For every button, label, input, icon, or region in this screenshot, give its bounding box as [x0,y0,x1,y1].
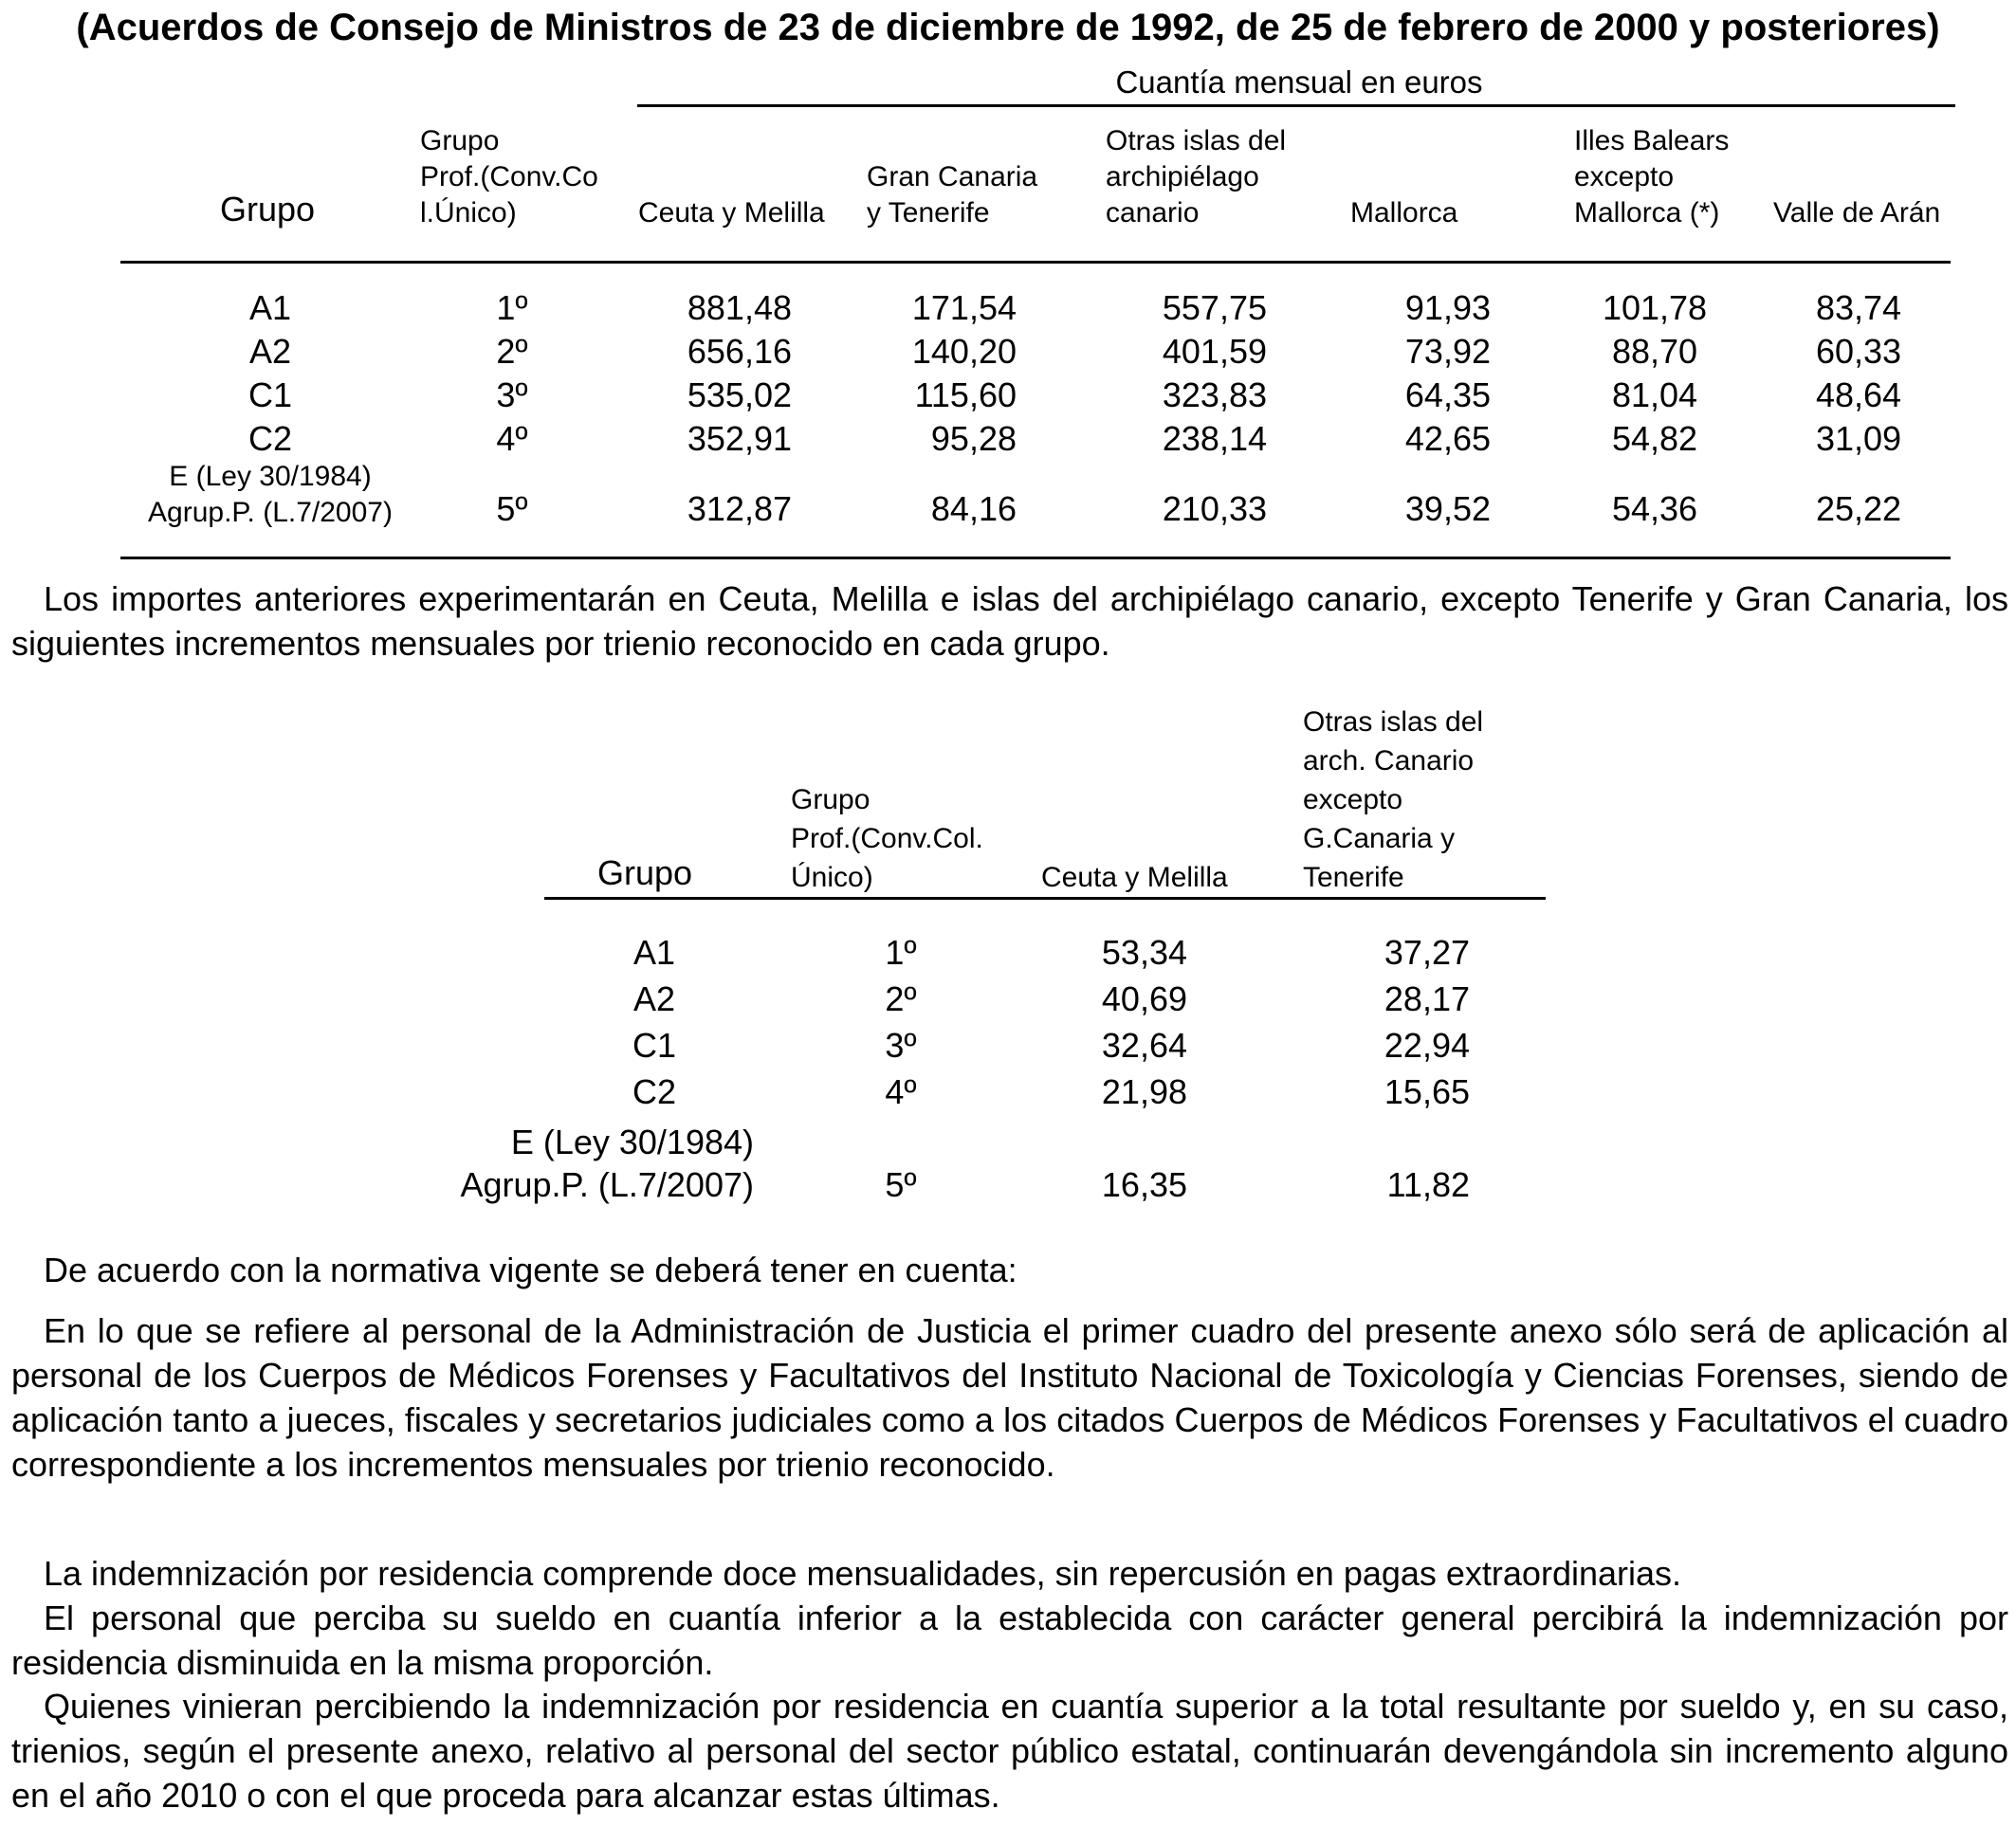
table-2-cell-ceuta: 21,98 [1101,1072,1187,1111]
table-1-cell-baleares: 81,04 [1611,375,1698,414]
table-1-bottom-rule [120,557,1951,559]
table-2-cell-grupo: E (Ley 30/1984) Agrup.P. (L.7/2007) [460,1123,754,1204]
table-2-cell-otras-islas: 15,65 [1384,1072,1470,1111]
table-1-cell-mallorca: 73,92 [1404,332,1491,371]
table-2-cell-prof: 4º [885,1072,917,1111]
table-2-cell-ceuta: 40,69 [1101,979,1187,1018]
table-1-header-grupo: Grupo [220,190,316,228]
table-1-cell-grupo: C1 [247,375,293,414]
table-1-cell-gran-canaria: 171,54 [911,288,1017,327]
table-2-header-grupo-prof: Grupo Prof.(Conv.Col. Único) [791,784,983,893]
table-2-cell-grupo: A1 [632,933,676,972]
table-1-cell-mallorca: 42,65 [1404,419,1491,458]
table-1-cell-prof: 5º [496,489,528,528]
table-1-cell-ceuta: 352,91 [687,419,792,458]
table-1-cell-prof: 4º [496,419,528,458]
paragraph-trienios-intro: Los importes anteriores experimentarán en Ceuta, Melilla e islas del archipiélago canario, excepto Tenerife y Gran Canaria, los siguientes incrementos mensuales por trienio reconocido en cada grupo. [11,579,2008,663]
table-1-cell-otras-islas: 323,83 [1162,375,1267,414]
table-2-cell-prof: 1º [885,933,917,972]
table-2-cell-ceuta: 53,34 [1101,933,1187,972]
table-1-header-baleares: Illes Balears excepto Mallorca (*) [1574,125,1730,228]
table-1-cell-prof: 2º [496,332,528,371]
table-1-cell-gran-canaria: 140,20 [911,332,1017,371]
table-1-cell-valle-aran: 60,33 [1815,332,1902,371]
table-1-cell-baleares: 101,78 [1602,288,1708,327]
table-2-cell-prof: 2º [885,979,917,1018]
table-1-cell-grupo: C2 [247,419,293,458]
table-1-cell-ceuta: 656,16 [687,332,792,371]
paragraph-justicia: En lo que se refiere al personal de la Administración de Justicia el primer cuadro del presente anexo sólo será de aplicación al personal de los Cuerpos de Médicos Forenses y Facultativos del Instituto Nacional de Toxicología y Ciencias Forenses, siendo de aplicación tanto a jueces, fiscales y secretarios judiciales como a los citados Cuerpos de Médicos Forenses y Facultativos el cuadro correspondiente a los incrementos mensuales por trienio reconocido. [11,1311,2008,1484]
table-1-cell-mallorca: 39,52 [1404,489,1491,528]
table-1-cell-valle-aran: 25,22 [1815,489,1902,528]
table-1-cell-otras-islas: 401,59 [1162,332,1267,371]
table-2-header-grupo: Grupo [597,853,693,892]
table-1-cell-ceuta: 312,87 [687,489,792,528]
table-1-cell-mallorca: 64,35 [1404,375,1491,414]
table-1-supertitle: Cuantía mensual en euros [1115,64,1483,100]
table-1-cell-ceuta: 535,02 [687,375,792,414]
table-1-cell-valle-aran: 48,64 [1815,375,1902,414]
table-1-cell-grupo: A1 [248,288,292,327]
table-1-cell-gran-canaria: 95,28 [930,419,1017,458]
table-2-cell-prof: 3º [885,1026,917,1065]
table-1-cell-valle-aran: 31,09 [1815,419,1902,458]
paragraph-cuantia-superior: Quienes vinieran percibiendo la indemnización por residencia en cuantía superior a la total resultante por sueldo y, en su caso, trienios, según el presente anexo, relativo al personal del sector público estatal, continuarán devengándola sin incremento alguno en el año 2010 o con el que proceda para alcanzar estas últimas. [11,1687,2008,1815]
table-2-cell-otras-islas: 11,82 [1386,1165,1470,1204]
table-2-header-ceuta: Ceuta y Melilla [1041,862,1228,893]
table-1-supertitle-rule [637,104,1955,107]
table-2-cell-grupo: A2 [632,979,676,1018]
table-1-header-otras-islas: Otras islas del archipiélago canario [1106,125,1287,228]
table-1-cell-prof: 1º [496,288,528,327]
table-1-cell-ceuta: 881,48 [687,288,792,327]
table-1-header-valle-aran: Valle de Arán [1773,197,1941,228]
table-1-header-gran-canaria: Gran Canaria y Tenerife [867,161,1038,228]
table-2-cell-otras-islas: 28,17 [1384,979,1470,1018]
paragraph-doce-mensualidades: La indemnización por residencia comprende doce mensualidades, sin repercusión en pagas extraordinarias. [44,1554,1682,1593]
table-2-cell-ceuta: 32,64 [1101,1026,1187,1065]
table-1-cell-grupo: E (Ley 30/1984) Agrup.P. (L.7/2007) [148,461,393,528]
table-1-cell-grupo: A2 [248,332,292,371]
table-1-cell-otras-islas: 557,75 [1162,288,1267,327]
paragraph-sueldo-inferior: El personal que perciba su sueldo en cuantía inferior a la establecida con carácter general percibirá la indemnización por residencia disminuida en la misma proporción. [11,1599,2008,1682]
table-1-cell-baleares: 54,82 [1611,419,1698,458]
table-1-cell-baleares: 54,36 [1611,489,1698,528]
table-1-cell-gran-canaria: 115,60 [914,375,1017,414]
table-1-cell-otras-islas: 238,14 [1162,419,1267,458]
document-title: (Acuerdos de Consejo de Ministros de 23 de diciembre de 1992, de 25 de febrero de 2000 y posteriores) [76,7,1940,48]
table-1-cell-gran-canaria: 84,16 [930,489,1017,528]
table-1-header-grupo-prof: Grupo Prof.(Conv.Co l.Único) [420,125,598,228]
table-2-cell-otras-islas: 22,94 [1384,1026,1470,1065]
table-2-cell-otras-islas: 37,27 [1384,933,1470,972]
table-1-header-mallorca: Mallorca [1350,197,1458,228]
table-1-cell-otras-islas: 210,33 [1162,489,1267,528]
table-1-header-rule [120,261,1951,264]
table-1-header-ceuta: Ceuta y Melilla [638,197,825,228]
table-2-cell-grupo: C1 [632,1026,677,1065]
table-2-cell-grupo: C2 [632,1072,677,1111]
table-1-cell-prof: 3º [496,375,528,414]
table-2-header-rule [544,897,1546,900]
table-2-cell-ceuta: 16,35 [1101,1165,1187,1204]
table-1-cell-valle-aran: 83,74 [1815,288,1902,327]
paragraph-normativa: De acuerdo con la normativa vigente se deberá tener en cuenta: [44,1251,1017,1289]
table-2-cell-prof: 5º [885,1165,917,1204]
table-1-cell-baleares: 88,70 [1611,332,1698,371]
table-1-cell-mallorca: 91,93 [1404,288,1491,327]
table-2-header-otras-islas: Otras islas del arch. Canario excepto G.Canaria y Tenerife [1303,706,1484,893]
